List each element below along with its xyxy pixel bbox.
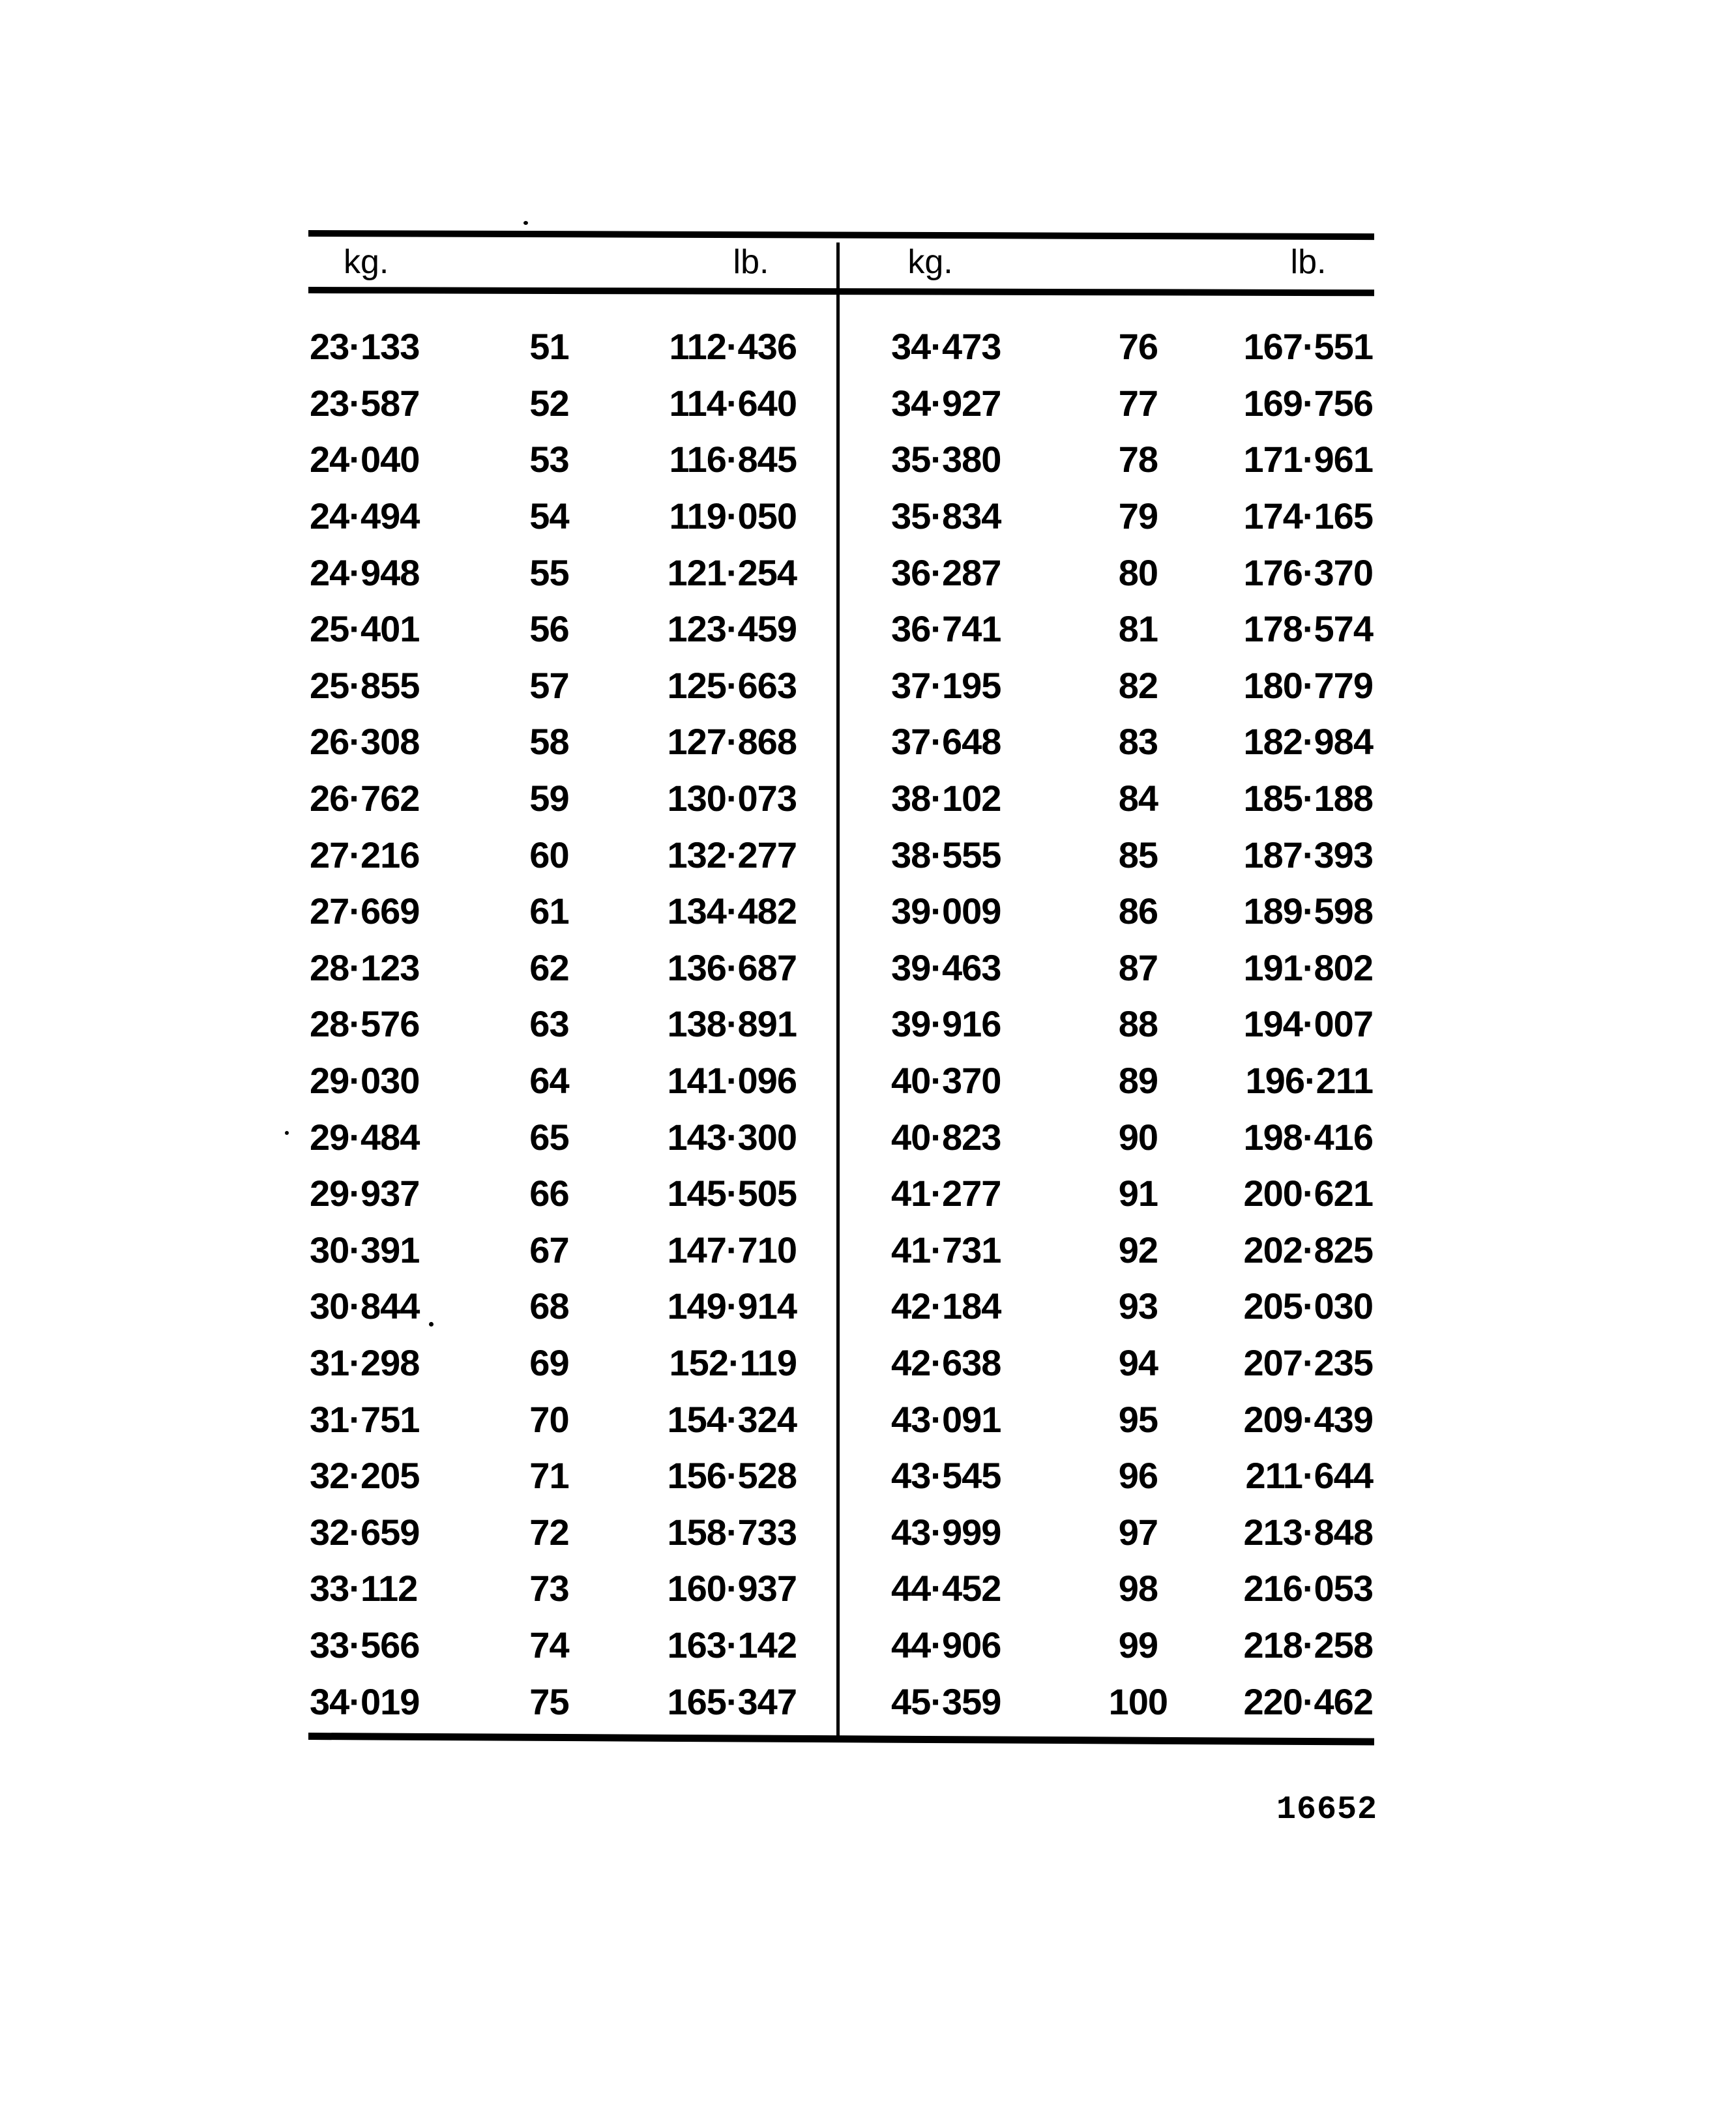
table-row bbox=[838, 714, 1374, 770]
unit-value: 77 bbox=[1118, 382, 1158, 424]
lb-value: 211·644 bbox=[1245, 1455, 1373, 1497]
unit-value: 63 bbox=[529, 1003, 569, 1045]
unit-value: 82 bbox=[1118, 664, 1158, 706]
lb-value: 178·574 bbox=[1243, 608, 1373, 650]
table-row bbox=[838, 1448, 1374, 1504]
unit-value: 88 bbox=[1118, 1003, 1158, 1045]
kg-value: 29·484 bbox=[310, 1116, 420, 1158]
unit-value: 97 bbox=[1118, 1511, 1158, 1553]
unit-value: 75 bbox=[529, 1680, 569, 1722]
kg-value: 42·184 bbox=[891, 1285, 1001, 1327]
lb-value: 132·277 bbox=[667, 834, 797, 875]
kg-value: 24·494 bbox=[310, 495, 420, 537]
scan-speck bbox=[429, 1322, 434, 1327]
lb-value: 165·347 bbox=[667, 1680, 797, 1722]
unit-value: 57 bbox=[529, 664, 569, 706]
kg-value: 23·587 bbox=[310, 382, 420, 424]
kg-value: 32·205 bbox=[310, 1455, 420, 1497]
lb-value: 121·254 bbox=[667, 551, 797, 593]
unit-value: 65 bbox=[529, 1116, 569, 1158]
table-row bbox=[838, 1109, 1374, 1166]
kg-value: 41·731 bbox=[891, 1229, 1001, 1270]
kg-value: 33·112 bbox=[310, 1568, 418, 1609]
kg-value: 31·298 bbox=[310, 1342, 420, 1383]
table-row bbox=[838, 544, 1374, 601]
lb-value: 194·007 bbox=[1243, 1003, 1373, 1045]
lb-value: 176·370 bbox=[1243, 551, 1373, 593]
conversion-table-left-half bbox=[308, 319, 838, 1730]
kg-value: 42·638 bbox=[891, 1342, 1001, 1383]
kg-value: 34·927 bbox=[891, 382, 1001, 424]
unit-value: 55 bbox=[529, 551, 569, 593]
table-row bbox=[838, 1504, 1374, 1561]
unit-value: 54 bbox=[529, 495, 569, 537]
unit-value: 72 bbox=[529, 1511, 569, 1553]
table-row bbox=[838, 940, 1374, 997]
table-row bbox=[308, 1448, 838, 1504]
table-row bbox=[308, 1673, 838, 1730]
table-row bbox=[838, 1166, 1374, 1222]
unit-value: 96 bbox=[1118, 1455, 1158, 1497]
unit-value: 58 bbox=[529, 721, 569, 763]
table-row bbox=[308, 883, 838, 940]
kg-value: 40·370 bbox=[891, 1060, 1001, 1102]
lb-value: 160·937 bbox=[667, 1568, 797, 1609]
lb-value: 134·482 bbox=[667, 890, 797, 932]
lb-value: 156·528 bbox=[667, 1455, 797, 1497]
lb-value: 163·142 bbox=[667, 1624, 797, 1665]
kg-value: 43·091 bbox=[891, 1398, 1001, 1440]
lb-value: 149·914 bbox=[667, 1285, 797, 1327]
unit-value: 68 bbox=[529, 1285, 569, 1327]
page-footer-number: 16652 bbox=[1276, 1791, 1377, 1828]
unit-value: 51 bbox=[529, 326, 569, 368]
table-row bbox=[308, 658, 838, 714]
lb-value: 152·119 bbox=[669, 1342, 797, 1383]
lb-value: 189·598 bbox=[1243, 890, 1373, 932]
scan-speck bbox=[285, 1131, 289, 1135]
unit-value: 98 bbox=[1118, 1568, 1158, 1609]
lb-value: 198·416 bbox=[1243, 1116, 1373, 1158]
lb-value: 154·324 bbox=[667, 1398, 797, 1440]
unit-value: 92 bbox=[1118, 1229, 1158, 1270]
kg-value: 31·751 bbox=[310, 1398, 420, 1440]
kg-value: 36·741 bbox=[891, 608, 1001, 650]
lb-value: 196·211 bbox=[1245, 1060, 1373, 1102]
unit-value: 78 bbox=[1118, 439, 1158, 480]
table-row bbox=[838, 1335, 1374, 1392]
table-row bbox=[308, 714, 838, 770]
table-row bbox=[838, 1278, 1374, 1335]
table-row bbox=[838, 658, 1374, 714]
unit-value: 91 bbox=[1118, 1173, 1158, 1214]
table-row bbox=[838, 883, 1374, 940]
table-row bbox=[838, 319, 1374, 375]
lb-value: 123·459 bbox=[667, 608, 797, 650]
table-row bbox=[308, 375, 838, 432]
lb-value: 119·050 bbox=[669, 495, 797, 537]
lb-value: 213·848 bbox=[1243, 1511, 1373, 1553]
table-row bbox=[308, 1222, 838, 1279]
header-kg-right: kg. bbox=[907, 243, 953, 281]
lb-value: 218·258 bbox=[1243, 1624, 1373, 1665]
unit-value: 61 bbox=[529, 890, 569, 932]
kg-value: 40·823 bbox=[891, 1116, 1001, 1158]
kg-value: 43·545 bbox=[891, 1455, 1001, 1497]
lb-value: 112·436 bbox=[669, 326, 797, 368]
header-lb-right: lb. bbox=[1290, 243, 1327, 281]
table-row bbox=[838, 770, 1374, 827]
unit-value: 93 bbox=[1118, 1285, 1158, 1327]
lb-value: 216·053 bbox=[1243, 1568, 1373, 1609]
lb-value: 130·073 bbox=[667, 778, 797, 819]
unit-value: 73 bbox=[529, 1568, 569, 1609]
unit-value: 80 bbox=[1118, 551, 1158, 593]
unit-value: 94 bbox=[1118, 1342, 1158, 1383]
kg-value: 25·855 bbox=[310, 664, 420, 706]
unit-value: 56 bbox=[529, 608, 569, 650]
kg-value: 25·401 bbox=[310, 608, 420, 650]
table-row bbox=[308, 770, 838, 827]
lb-value: 141·096 bbox=[667, 1060, 797, 1102]
unit-value: 85 bbox=[1118, 834, 1158, 875]
lb-value: 174·165 bbox=[1243, 495, 1373, 537]
table-row bbox=[308, 940, 838, 997]
table-row bbox=[308, 1166, 838, 1222]
table-row bbox=[838, 1391, 1374, 1448]
unit-value: 71 bbox=[529, 1455, 569, 1497]
lb-value: 205·030 bbox=[1243, 1285, 1373, 1327]
table-bottom-rule bbox=[308, 1733, 1374, 1746]
kg-value: 32·659 bbox=[310, 1511, 420, 1553]
table-row bbox=[308, 1391, 838, 1448]
lb-value: 191·802 bbox=[1243, 946, 1373, 988]
unit-value: 66 bbox=[529, 1173, 569, 1214]
unit-value: 95 bbox=[1118, 1398, 1158, 1440]
table-row bbox=[308, 827, 838, 883]
lb-value: 169·756 bbox=[1243, 382, 1373, 424]
kg-value: 27·669 bbox=[310, 890, 420, 932]
kg-value: 35·380 bbox=[891, 439, 1001, 480]
unit-value: 60 bbox=[529, 834, 569, 875]
table-top-rule bbox=[308, 230, 1374, 240]
table-row bbox=[308, 1561, 838, 1617]
kg-value: 28·123 bbox=[310, 946, 420, 988]
unit-value: 70 bbox=[529, 1398, 569, 1440]
table-row bbox=[838, 488, 1374, 545]
unit-value: 79 bbox=[1118, 495, 1158, 537]
table-row bbox=[308, 544, 838, 601]
lb-value: 220·462 bbox=[1243, 1680, 1373, 1722]
kg-value: 44·906 bbox=[891, 1624, 1001, 1665]
kg-value: 44·452 bbox=[891, 1568, 1001, 1609]
kg-value: 38·555 bbox=[891, 834, 1001, 875]
table-row bbox=[308, 996, 838, 1053]
table-row bbox=[308, 1278, 838, 1335]
kg-value: 30·844 bbox=[310, 1285, 420, 1327]
lb-value: 187·393 bbox=[1243, 834, 1373, 875]
table-row bbox=[308, 1053, 838, 1109]
table-row bbox=[308, 319, 838, 375]
table-row bbox=[308, 488, 838, 545]
kg-value: 28·576 bbox=[310, 1003, 420, 1045]
lb-value: 147·710 bbox=[667, 1229, 797, 1270]
unit-value: 100 bbox=[1108, 1680, 1168, 1722]
unit-value: 59 bbox=[529, 778, 569, 819]
kg-value: 36·287 bbox=[891, 551, 1001, 593]
table-row bbox=[838, 601, 1374, 658]
table-row bbox=[308, 601, 838, 658]
unit-value: 52 bbox=[529, 382, 569, 424]
unit-value: 81 bbox=[1118, 608, 1158, 650]
kg-value: 23·133 bbox=[310, 326, 420, 368]
table-row bbox=[838, 827, 1374, 883]
unit-value: 53 bbox=[529, 439, 569, 480]
kg-value: 43·999 bbox=[891, 1511, 1001, 1553]
unit-value: 69 bbox=[529, 1342, 569, 1383]
table-row bbox=[838, 1617, 1374, 1674]
lb-value: 207·235 bbox=[1243, 1342, 1373, 1383]
kg-value: 29·030 bbox=[310, 1060, 420, 1102]
table-row bbox=[308, 1335, 838, 1392]
lb-value: 202·825 bbox=[1243, 1229, 1373, 1270]
table-row bbox=[838, 432, 1374, 488]
unit-value: 84 bbox=[1118, 778, 1158, 819]
kg-value: 41·277 bbox=[891, 1173, 1001, 1214]
kg-value: 37·195 bbox=[891, 664, 1001, 706]
lb-value: 185·188 bbox=[1243, 778, 1373, 819]
lb-value: 182·984 bbox=[1243, 721, 1373, 763]
lb-value: 127·868 bbox=[667, 721, 797, 763]
unit-value: 90 bbox=[1118, 1116, 1158, 1158]
lb-value: 167·551 bbox=[1243, 326, 1373, 368]
kg-value: 30·391 bbox=[310, 1229, 420, 1270]
table-row bbox=[308, 1109, 838, 1166]
header-lb-left: lb. bbox=[733, 243, 769, 281]
table-row bbox=[308, 1504, 838, 1561]
lb-value: 143·300 bbox=[667, 1116, 797, 1158]
lb-value: 171·961 bbox=[1243, 439, 1373, 480]
conversion-table-right-half bbox=[838, 319, 1374, 1730]
lb-value: 145·505 bbox=[667, 1173, 797, 1214]
unit-value: 83 bbox=[1118, 721, 1158, 763]
table-row bbox=[838, 375, 1374, 432]
lb-value: 209·439 bbox=[1243, 1398, 1373, 1440]
kg-value: 45·359 bbox=[891, 1680, 1001, 1722]
table-row bbox=[838, 1222, 1374, 1279]
lb-value: 200·621 bbox=[1243, 1173, 1373, 1214]
table-row bbox=[838, 1561, 1374, 1617]
kg-value: 27·216 bbox=[310, 834, 420, 875]
lb-value: 125·663 bbox=[667, 664, 797, 706]
unit-value: 76 bbox=[1118, 326, 1158, 368]
kg-value: 35·834 bbox=[891, 495, 1001, 537]
scan-speck bbox=[523, 221, 528, 225]
table-row bbox=[308, 1617, 838, 1674]
lb-value: 158·733 bbox=[667, 1511, 797, 1553]
kg-value: 24·948 bbox=[310, 551, 420, 593]
unit-value: 62 bbox=[529, 946, 569, 988]
kg-value: 34·473 bbox=[891, 326, 1001, 368]
table-row bbox=[838, 1673, 1374, 1730]
unit-value: 87 bbox=[1118, 946, 1158, 988]
kg-value: 24·040 bbox=[310, 439, 420, 480]
lb-value: 136·687 bbox=[667, 946, 797, 988]
kg-value: 29·937 bbox=[310, 1173, 420, 1214]
kg-value: 33·566 bbox=[310, 1624, 420, 1665]
kg-value: 39·463 bbox=[891, 946, 1001, 988]
unit-value: 74 bbox=[529, 1624, 569, 1665]
table-row bbox=[838, 996, 1374, 1053]
kg-value: 38·102 bbox=[891, 778, 1001, 819]
lb-value: 138·891 bbox=[667, 1003, 797, 1045]
unit-value: 67 bbox=[529, 1229, 569, 1270]
table-row bbox=[308, 432, 838, 488]
unit-value: 64 bbox=[529, 1060, 569, 1102]
unit-value: 99 bbox=[1118, 1624, 1158, 1665]
kg-value: 37·648 bbox=[891, 721, 1001, 763]
kg-value: 39·009 bbox=[891, 890, 1001, 932]
lb-value: 114·640 bbox=[669, 382, 797, 424]
lb-value: 180·779 bbox=[1243, 664, 1373, 706]
unit-value: 86 bbox=[1118, 890, 1158, 932]
table-header-rule bbox=[308, 287, 1374, 296]
kg-value: 34·019 bbox=[310, 1680, 420, 1722]
kg-value: 39·916 bbox=[891, 1003, 1001, 1045]
kg-value: 26·762 bbox=[310, 778, 420, 819]
unit-value: 89 bbox=[1118, 1060, 1158, 1102]
table-row bbox=[838, 1053, 1374, 1109]
header-kg-left: kg. bbox=[344, 243, 389, 281]
lb-value: 116·845 bbox=[669, 439, 797, 480]
kg-value: 26·308 bbox=[310, 721, 420, 763]
